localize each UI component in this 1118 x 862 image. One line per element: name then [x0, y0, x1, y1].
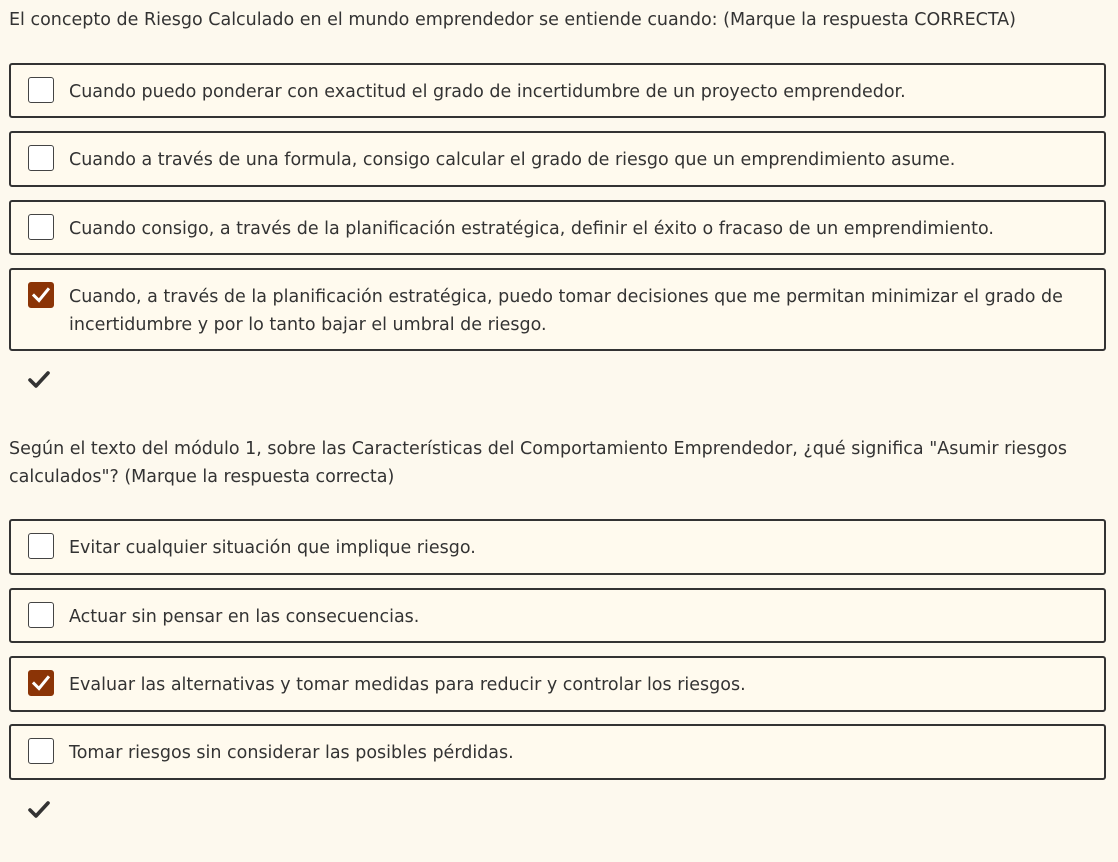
- question-1-option-1[interactable]: [9, 63, 1106, 118]
- checkbox-checked-icon[interactable]: [28, 282, 54, 308]
- question-1-option-4[interactable]: [9, 268, 1106, 351]
- question-2-option-4[interactable]: [9, 724, 1106, 780]
- question-2-option-3[interactable]: [9, 656, 1106, 712]
- question-1-option-2[interactable]: [9, 131, 1106, 187]
- checkbox-unchecked-icon[interactable]: [28, 738, 54, 764]
- option-label: Actuar sin pensar en las consecuencias.: [69, 607, 420, 627]
- option-label: Evitar cualquier situación que implique riesgo.: [69, 538, 476, 558]
- question-1-option-3[interactable]: [9, 200, 1106, 255]
- checkbox-unchecked-icon[interactable]: [28, 602, 54, 628]
- option-label: Cuando, a través de la planificación estratégica, puedo tomar decisiones que me permitan minimizar el grado de incertidumbre y por lo tanto bajar el umbral de riesgo.: [69, 287, 1063, 335]
- checkbox-unchecked-icon[interactable]: [28, 77, 54, 103]
- option-label: Cuando consigo, a través de la planificación estratégica, definir el éxito o fracaso de un emprendimiento.: [69, 219, 994, 239]
- question-2-option-1[interactable]: [9, 519, 1106, 575]
- option-label: Tomar riesgos sin considerar las posibles pérdidas.: [69, 743, 514, 763]
- checkbox-unchecked-icon[interactable]: [28, 145, 54, 171]
- option-label: Cuando a través de una formula, consigo calcular el grado de riesgo que un emprendimiento asume.: [69, 150, 956, 170]
- checkmark-icon: [28, 799, 50, 819]
- checkbox-unchecked-icon[interactable]: [28, 214, 54, 240]
- option-label: Evaluar las alternativas y tomar medidas para reducir y controlar los riesgos.: [69, 675, 746, 695]
- check-mark-icon: [31, 673, 51, 693]
- checkbox-checked-icon[interactable]: [28, 670, 54, 696]
- question-2-option-2[interactable]: [9, 588, 1106, 643]
- checkmark-icon: [28, 369, 50, 389]
- check-mark-icon: [31, 285, 51, 305]
- option-label: Cuando puedo ponderar con exactitud el grado de incertidumbre de un proyecto emprendedor.: [69, 82, 906, 102]
- checkbox-unchecked-icon[interactable]: [28, 533, 54, 559]
- question-1-text: El concepto de Riesgo Calculado en el mundo emprendedor se entiende cuando: (Marque la respuesta CORRECTA): [9, 10, 1016, 30]
- question-2-text: Según el texto del módulo 1, sobre las Características del Comportamiento Emprendedor, ¿qué significa "Asumir riesgos calculados"? (Marque la respuesta correcta): [9, 439, 1067, 487]
